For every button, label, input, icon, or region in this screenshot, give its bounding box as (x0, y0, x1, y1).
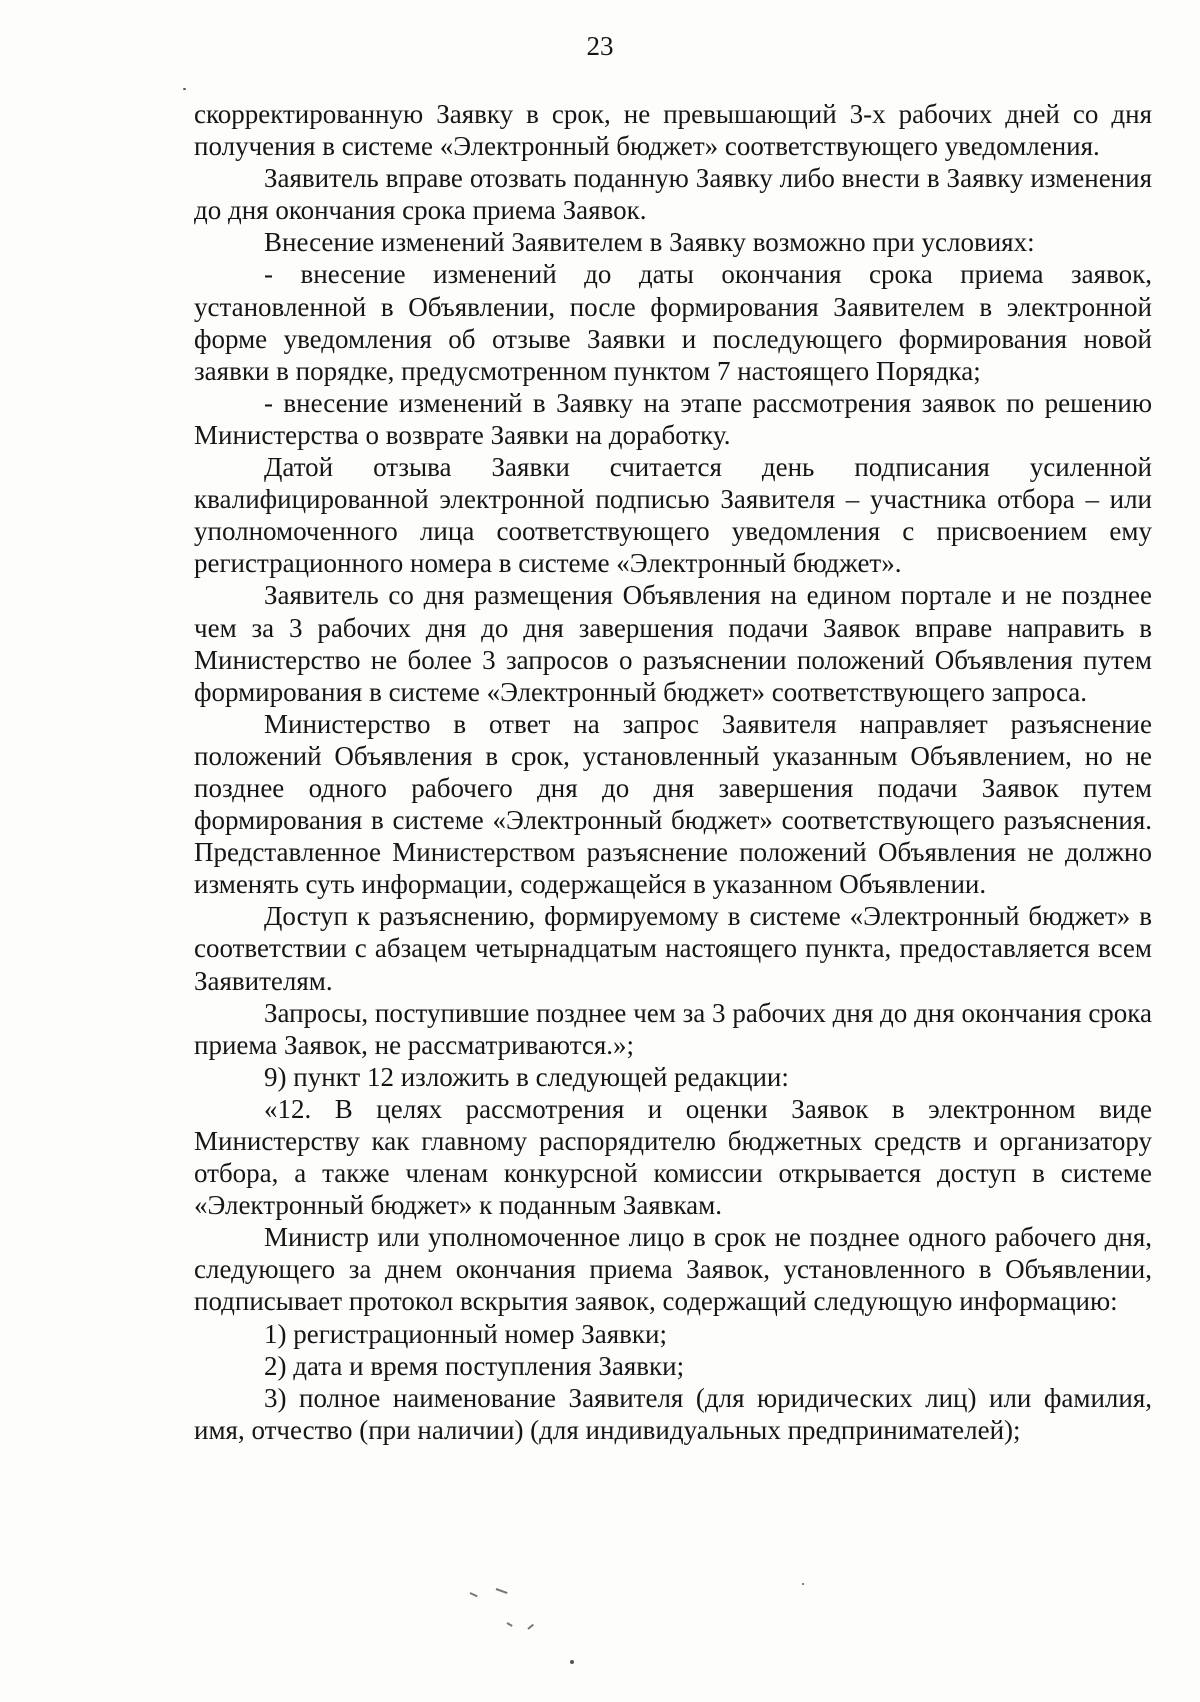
paragraph: Заявитель со дня размещения Объявления на едином портале и не позднее чем за 3 рабочих дня до дня завершения подачи Заявок вправе направить в Министерство не более 3 запросов о разъяснении положений Объявления путем формирования в системе «Электронный бюджет» соответствующего запроса. (194, 580, 1152, 707)
document-body (194, 98, 1152, 1446)
paragraph: Министр или уполномоченное лицо в срок не позднее одного рабочего дня, следующего за днем окончания приема Заявок, установленного в Объявлении, подписывает протокол вскрытия заявок, содержащий следующую информацию: (194, 1222, 1152, 1317)
scan-speck (183, 88, 186, 90)
paragraph: 3) полное наименование Заявителя (для юридических лиц) или фамилия, имя, отчество (при наличии) (для индивидуальных предпринимателей); (194, 1382, 1152, 1445)
scan-speck (802, 1583, 804, 1585)
scan-speck (527, 1624, 534, 1630)
paragraph: Запросы, поступившие позднее чем за 3 рабочих дня до дня окончания срока приема Заявок, не рассматриваются.»; (194, 997, 1152, 1060)
paragraph: - внесение изменений до даты окончания срока приема заявок, установленной в Объявлении, после формирования Заявителем в электронной форме уведомления об отзыве Заявки и последующего формирования новой заявки в порядке, предусмотренном пунктом 7 настоящего Порядка; (194, 259, 1152, 386)
scan-speck (470, 1592, 478, 1597)
paragraph: «12. В целях рассмотрения и оценки Заявок в электронном виде Министерству как главному распорядителю бюджетных средств и организатору отбора, а также членам конкурсной комиссии открывается доступ в системе «Электронный бюджет» к поданным Заявкам. (194, 1093, 1152, 1221)
paragraph: 1) регистрационный номер Заявки; (264, 1318, 667, 1349)
paragraph: Внесение изменений Заявителем в Заявку возможно при условиях: (264, 227, 1035, 258)
scan-speck (496, 1588, 508, 1594)
scan-speck (570, 1660, 574, 1664)
paragraph: Датой отзыва Заявки считается день подписания усиленной квалифицированной электронной подписью Заявителя – участника отбора – или уполномоченного лица соответствующего уведомления с присвоением ему регистрационного номера в системе «Электронный бюджет». (194, 452, 1152, 579)
paragraph: - внесение изменений в Заявку на этапе рассмотрения заявок по решению Министерства о возврате Заявки на доработку. (194, 387, 1152, 450)
paragraph: 2) дата и время поступления Заявки; (264, 1350, 685, 1381)
scan-speck (507, 1622, 513, 1627)
paragraph: скорректированную Заявку в срок, не превышающий 3-х рабочих дней со дня получения в системе «Электронный бюджет» соответствующего уведомления. (194, 99, 1152, 162)
paragraph: 9) пункт 12 изложить в следующей редакции: (264, 1061, 789, 1092)
paragraph: Доступ к разъяснению, формируемому в системе «Электронный бюджет» в соответствии с абзацем четырнадцатым настоящего пункта, предоставляется всем Заявителям. (194, 901, 1152, 996)
page-number: 23 (586, 31, 614, 61)
paragraph: Министерство в ответ на запрос Заявителя направляет разъяснение положений Объявления в срок, установленный указанным Объявлением, но не позднее одного рабочего дня до дня завершения подачи Заявок путем формирования в системе «Электронный бюджет» соответствующего разъяснения. Представленное Министерством разъяснение положений Объявления не должно изменять суть информации, содержащейся в указанном Объявлении. (194, 708, 1152, 900)
paragraph: Заявитель вправе отозвать поданную Заявку либо внести в Заявку изменения до дня окончания срока приема Заявок. (194, 163, 1152, 226)
